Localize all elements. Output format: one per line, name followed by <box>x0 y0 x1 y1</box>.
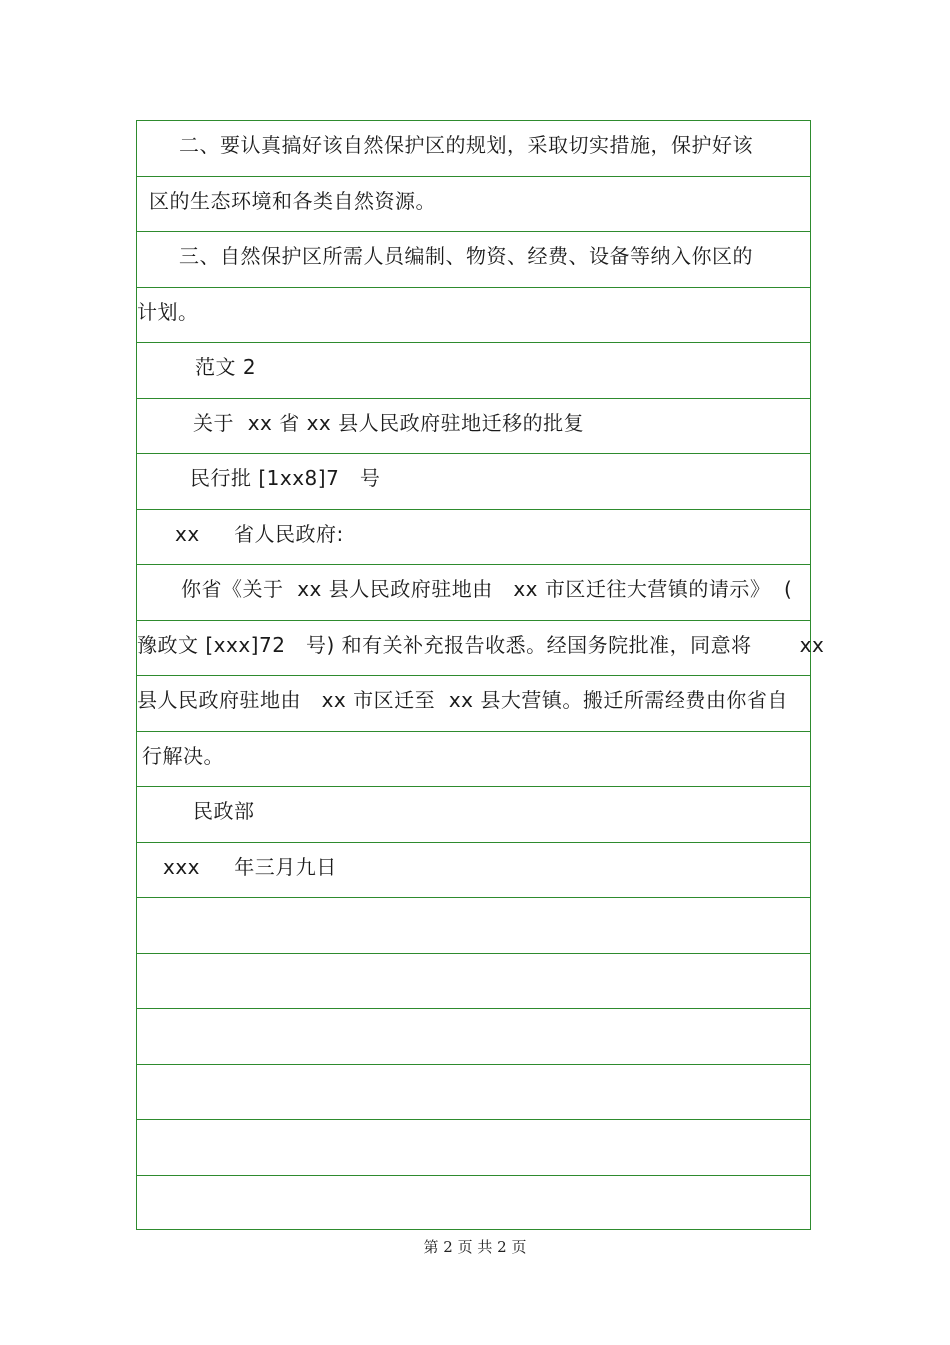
empty-row <box>137 898 810 954</box>
empty-row <box>137 1120 810 1176</box>
paragraph-line: 三、自然保护区所需人员编制、物资、经费、设备等纳入你区的 <box>179 244 753 268</box>
paragraph-line: 计划。 <box>137 299 199 324</box>
paragraph-line: 行解决。 <box>142 743 224 768</box>
text-row <box>137 343 810 399</box>
empty-row <box>137 1009 810 1065</box>
text-row <box>137 621 825 677</box>
text-row <box>137 177 810 233</box>
page-number-footer: 第 2 页 共 2 页 <box>423 1238 527 1256</box>
empty-row <box>137 1176 810 1232</box>
text-row <box>137 121 810 177</box>
paragraph-line: 区的生态环境和各类自然资源。 <box>149 188 436 213</box>
section-heading: 范文 2 <box>195 355 257 379</box>
text-row <box>137 787 810 843</box>
text-row <box>137 565 810 621</box>
document-title: 关于 xx 省 xx 县人民政府驻地迁移的批复 <box>193 410 585 435</box>
text-row <box>137 732 810 788</box>
paragraph-line: 二、要认真搞好该自然保护区的规划，采取切实措施，保护好该 <box>179 133 753 157</box>
empty-row <box>137 954 810 1010</box>
signature-date: xxx 年三月九日 <box>163 854 337 879</box>
text-row <box>137 843 810 899</box>
text-row <box>137 288 810 344</box>
document-number: 民行批 [1xx8]7 号 <box>190 466 381 490</box>
paragraph-line: 县人民政府驻地由 xx 市区迁至 xx 县大营镇。搬迁所需经费由你省自 <box>137 688 788 712</box>
signature-issuer: 民政部 <box>193 799 255 823</box>
text-row <box>137 399 810 455</box>
document-page-frame <box>136 120 825 1230</box>
text-row <box>137 676 810 732</box>
text-row <box>137 510 810 566</box>
addressee: xx 省人民政府: <box>175 521 344 546</box>
text-row <box>137 232 810 288</box>
text-row <box>137 454 810 510</box>
empty-row <box>137 1065 810 1121</box>
paragraph-line: 豫政文 [xxx]72 号) 和有关补充报告收悉。经国务院批准，同意将 xx <box>137 632 825 657</box>
paragraph-line: 你省《关于 xx 县人民政府驻地由 xx 市区迁往大营镇的请示》 ( <box>181 577 793 601</box>
